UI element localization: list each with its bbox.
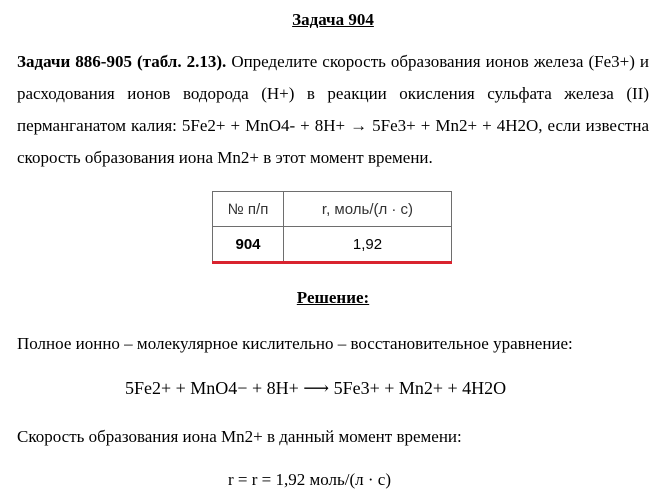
table-header-rate: r, моль/(л · с) [284,192,452,227]
data-table [212,191,452,264]
problem-statement [17,46,649,174]
table-cell-number: 904 [213,227,284,263]
solution-title: Решение: [296,288,370,307]
rate-equation: r = r = 1,92 моль/(л · с) [228,470,392,489]
page-title: Задача 904 [292,10,374,29]
table-cell-rate: 1,92 [284,227,452,263]
problem-lead: Задачи 886-905 (табл. 2.13). [17,52,227,71]
table-row [213,227,452,263]
rate-statement: Скорость образования иона Mn2+ в данный момент времени: [17,427,462,446]
problem-text: Определите скорость образования ионов железа (Fe3+) и расходования ионов водорода (H+) в реакции окисления сульфата железа (II) перманганатом калия: 5Fe2+ + MnO4- + 8H+ → 5Fe3+ + Mn2+ + 4H2O, если известна скорость образования иона Mn2+ в этот момент времени. [17,52,649,167]
solution-intro: Полное ионно – молекулярное кислительно – восстановительное уравнение: [17,334,573,353]
table-header-number: № п/п [213,192,284,227]
ionic-equation: 5Fe2+ + MnO4− + 8H+ ⟶ 5Fe3+ + Mn2+ + 4H2O [125,378,507,398]
table-header-row [213,192,452,227]
